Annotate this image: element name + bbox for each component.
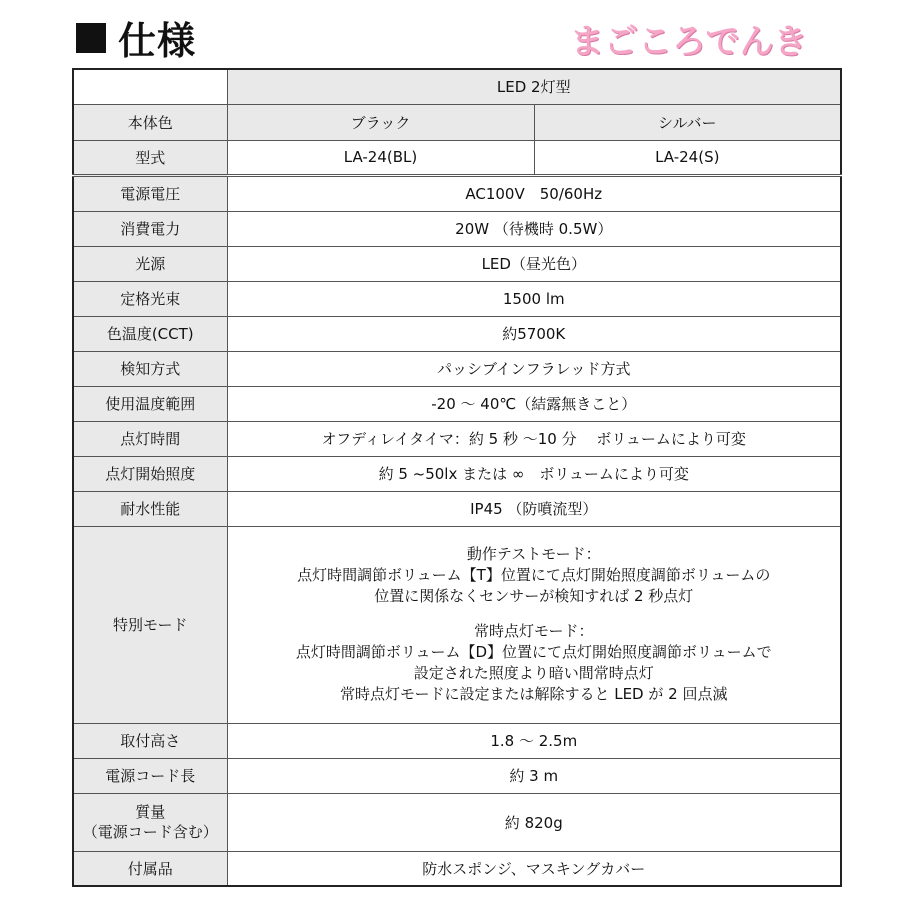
row-label: 使用温度範囲 [73, 386, 227, 421]
table-row [73, 140, 841, 175]
weight-label-line1: 質量 [135, 803, 166, 821]
row-value: オフディレイタイマ：約 5 秒 ～10 分 ボリュームにより可変 [227, 421, 841, 456]
row-value: 約5700K [227, 316, 841, 351]
row-label: 特別モード [73, 526, 227, 723]
row-label: 定格光束 [73, 281, 227, 316]
row-label: 色温度(CCT) [73, 316, 227, 351]
mode-line: 常時点灯モードに設定または解除すると LED が 2 回点滅 [340, 685, 728, 703]
row-label: 点灯開始照度 [73, 456, 227, 491]
table-row [73, 175, 841, 211]
special-mode-text [227, 526, 841, 723]
model-bl: LA-24(BL) [227, 140, 534, 175]
row-value: 約 820g [227, 793, 841, 851]
table-row [73, 104, 841, 140]
table-row [73, 281, 841, 316]
mode-gap [234, 607, 835, 621]
mode-line: 点灯時間調節ボリューム【T】位置にて点灯開始照度調節ボリュームの [297, 566, 771, 584]
table-row [73, 491, 841, 526]
mode-line: 動作テストモード： [466, 545, 601, 563]
row-label: 消費電力 [73, 211, 227, 246]
table-row [73, 386, 841, 421]
table-row [73, 211, 841, 246]
spec-table [72, 68, 842, 887]
section-heading [76, 10, 196, 65]
row-value: パッシブインフラレッド方式 [227, 351, 841, 386]
row-label [73, 793, 227, 851]
row-label: 取付高さ [73, 723, 227, 758]
row-label: 型式 [73, 140, 227, 175]
row-label: 光源 [73, 246, 227, 281]
row-value: -20 ～ 40℃（結露無きこと） [227, 386, 841, 421]
table-row [73, 246, 841, 281]
row-label: 電源コード長 [73, 758, 227, 793]
row-value: AC100V 50/60Hz [227, 175, 841, 211]
row-value: 約 3 m [227, 758, 841, 793]
table-row [73, 793, 841, 851]
row-label: 点灯時間 [73, 421, 227, 456]
mode-line: 常時点灯モード： [474, 622, 594, 640]
row-value: 約 5 ~50lx または ∞ ボリュームにより可変 [227, 456, 841, 491]
weight-label-line2: （電源コード含む） [82, 823, 218, 841]
row-label: 本体色 [73, 104, 227, 140]
brand-logo: まごころでんき [570, 22, 808, 62]
table-row [73, 758, 841, 793]
table-row [73, 851, 841, 886]
mode-line: 位置に関係なくセンサーが検知すれば 2 秒点灯 [374, 587, 694, 605]
page-title: 仕様 [118, 19, 197, 63]
table-header-row [73, 69, 841, 104]
row-label: 電源電圧 [73, 175, 227, 211]
special-mode-row [73, 526, 841, 723]
row-value: 20W （待機時 0.5W） [227, 211, 841, 246]
mode-line: 設定された照度より暗い間常時点灯 [413, 664, 654, 682]
row-label: 耐水性能 [73, 491, 227, 526]
header-model-type: LED 2灯型 [227, 69, 841, 104]
mode-line: 点灯時間調節ボリューム【D】位置にて点灯開始照度調節ボリュームで [295, 643, 772, 661]
header-empty-cell [73, 69, 227, 104]
table-row [73, 316, 841, 351]
model-s: LA-24(S) [534, 140, 841, 175]
row-value: 防水スポンジ、マスキングカバー [227, 851, 841, 886]
table-row [73, 421, 841, 456]
row-value: LED（昼光色） [227, 246, 841, 281]
color-silver: シルバー [534, 104, 841, 140]
table-row [73, 456, 841, 491]
row-label: 検知方式 [73, 351, 227, 386]
row-value: IP45 （防噴流型） [227, 491, 841, 526]
table-row [73, 351, 841, 386]
color-black: ブラック [227, 104, 534, 140]
row-label: 付属品 [73, 851, 227, 886]
square-bullet-icon [76, 23, 106, 53]
row-value: 1500 lm [227, 281, 841, 316]
table-row [73, 723, 841, 758]
row-value: 1.8 ～ 2.5m [227, 723, 841, 758]
